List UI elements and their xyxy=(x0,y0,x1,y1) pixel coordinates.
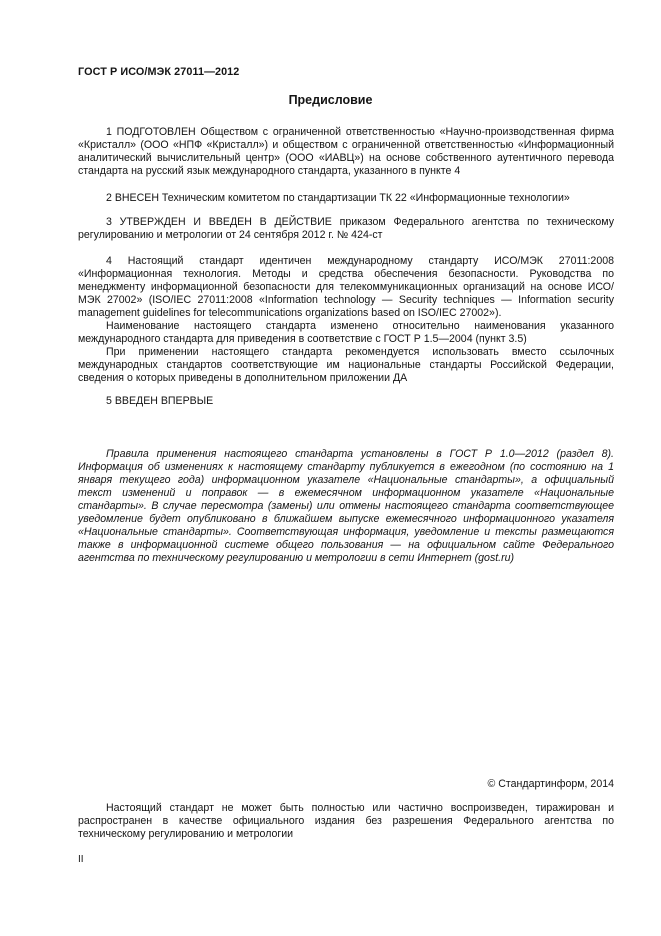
standard-code-header: ГОСТ Р ИСО/МЭК 27011—2012 xyxy=(78,66,240,78)
paragraph-text: 2 ВНЕСЕН Техническим комитетом по стандартизации ТК 22 «Информационные технологии» xyxy=(106,192,570,204)
copyright-line: © Стандартинформ, 2014 xyxy=(487,778,614,790)
legal-notice xyxy=(78,802,614,841)
paragraph-text: 1 ПОДГОТОВЛЕН Обществом с ограниченной ответственностью «Научно-производственная фирма «Кристалл» (ООО «НПФ «Кристалл») и обществом с ограниченной ответственностью «Информационный аналитический вычислительный центр» (ООО «ИАВЦ») на основе собственного аутентичного перевода стандарта на русский язык международного стандарта, указанного в пункте 4 xyxy=(78,126,614,177)
legal-notice-text: Настоящий стандарт не может быть полностью или частично воспроизведен, тиражирован и распространен в качестве официального издания без разрешения Федерального агентства по техническому регулированию и метрологии xyxy=(78,802,614,840)
rules-notice-text: Правила применения настоящего стандарта установлены в ГОСТ Р 1.0—2012 (раздел 8). Информация об изменениях к настоящему стандарту публикуется в ежегодном (по состоянию на 1 января текущего года) информационном указателе «Национальные стандарты», а официальный текст изменений и поправок — в ежемесячном информационном указателе «Национальные стандарты». В случае пересмотра (замены) или отмены настоящего стандарта соответствующее уведомление будет опубликовано в ближайшем выпуске ежемесячного информационного указателя «Национальные стандарты». Соответствующая информация, уведомление и тексты размещаются также в информационной системе общего пользования — на официальном сайте Федерального агентства по техническому регулированию и метрологии в сети Интернет (gost.ru) xyxy=(78,448,614,564)
paragraph-text: 4 Настоящий стандарт идентичен международному стандарту ИСО/МЭК 27011:2008 «Информационная технология. Методы и средства обеспечения безопасности. Руководства по менеджменту информационной безопасности для телекоммуникационных организаций на основе ИСО/МЭК 27002» (ISO/IEC 27011:2008 «Information technology — Security techniques — Information security management guidelines for telecommunications organizations based on ISO/IEC 27002»). xyxy=(78,255,614,319)
paragraph-prepared xyxy=(78,126,614,178)
paragraph-identical xyxy=(78,255,614,385)
page-title: Предисловие xyxy=(288,93,373,107)
paragraph-text: При применении настоящего стандарта рекомендуется использовать вместо ссылочных международных стандартов соответствующие им национальные стандарты Российской Федерации, сведения о которых приведены в дополнительном приложении ДА xyxy=(78,346,614,384)
paragraph-introduced xyxy=(78,192,614,205)
paragraph-approved xyxy=(78,216,614,242)
rules-notice xyxy=(78,448,614,565)
paragraph-text: 3 УТВЕРЖДЕН И ВВЕДЕН В ДЕЙСТВИЕ приказом Федерального агентства по техническому регулированию и метрологии от 24 сентября 2012 г. № 424-ст xyxy=(78,216,614,241)
page-number: II xyxy=(78,854,84,865)
paragraph-text: 5 ВВЕДЕН ВПЕРВЫЕ xyxy=(106,395,214,407)
paragraph-first-introduced xyxy=(78,395,614,408)
paragraph-text: Наименование настоящего стандарта изменено относительно наименования указанного международного стандарта для приведения в соответствие с ГОСТ Р 1.5—2004 (пункт 3.5) xyxy=(78,320,614,345)
